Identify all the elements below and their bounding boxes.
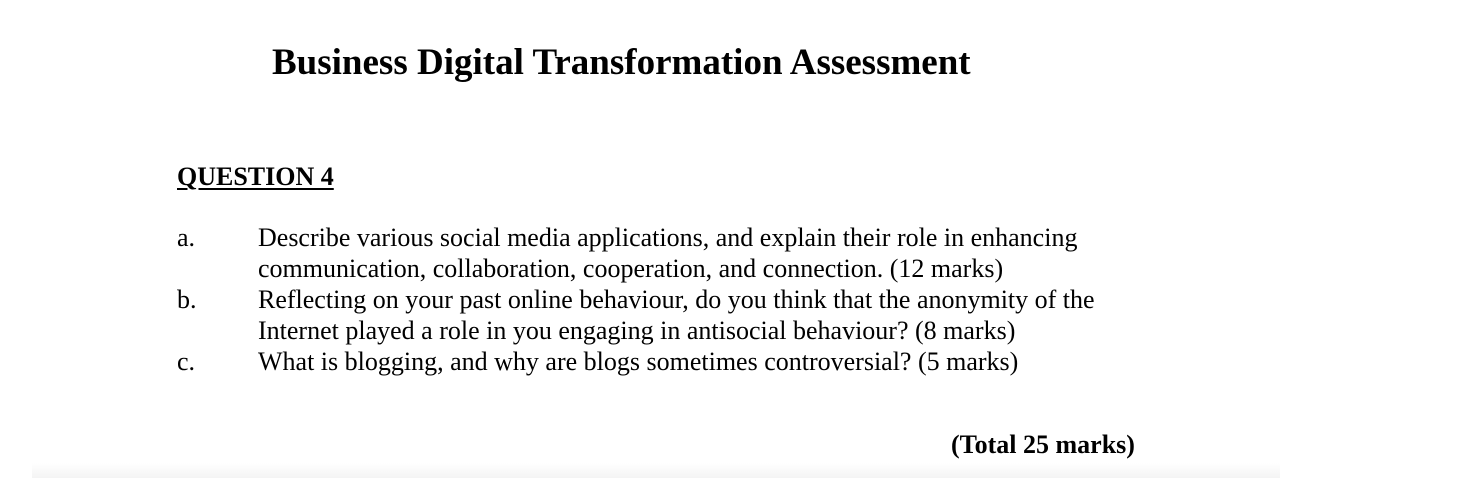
item-text-line: Internet played a role in you engaging in antisocial behaviour? (8 marks) bbox=[258, 316, 1016, 345]
item-text-line: communication, collaboration, cooperation, and connection. (12 marks) bbox=[258, 254, 1004, 283]
item-text bbox=[258, 222, 1158, 284]
question-item-b bbox=[177, 284, 1177, 346]
item-letter: a. bbox=[177, 223, 196, 252]
total-marks: (Total 25 marks) bbox=[951, 430, 1135, 459]
item-text-line: Reflecting on your past online behaviour, do you think that the anonymity of the bbox=[258, 285, 1095, 314]
question-item-c bbox=[177, 346, 1177, 377]
item-text bbox=[258, 284, 1158, 346]
item-text bbox=[258, 346, 1158, 377]
document-title: Business Digital Transformation Assessment bbox=[272, 42, 971, 83]
item-letter: b. bbox=[177, 285, 197, 314]
item-letter: c. bbox=[177, 347, 196, 376]
page-bottom-edge bbox=[32, 463, 1280, 478]
item-text-line: What is blogging, and why are blogs sometimes controversial? (5 marks) bbox=[258, 347, 1019, 376]
item-text-line: Describe various social media applications, and explain their role in enhancing bbox=[258, 223, 1078, 252]
question-items-list bbox=[177, 222, 1177, 377]
question-heading: QUESTION 4 bbox=[177, 162, 334, 191]
question-item-a bbox=[177, 222, 1177, 284]
